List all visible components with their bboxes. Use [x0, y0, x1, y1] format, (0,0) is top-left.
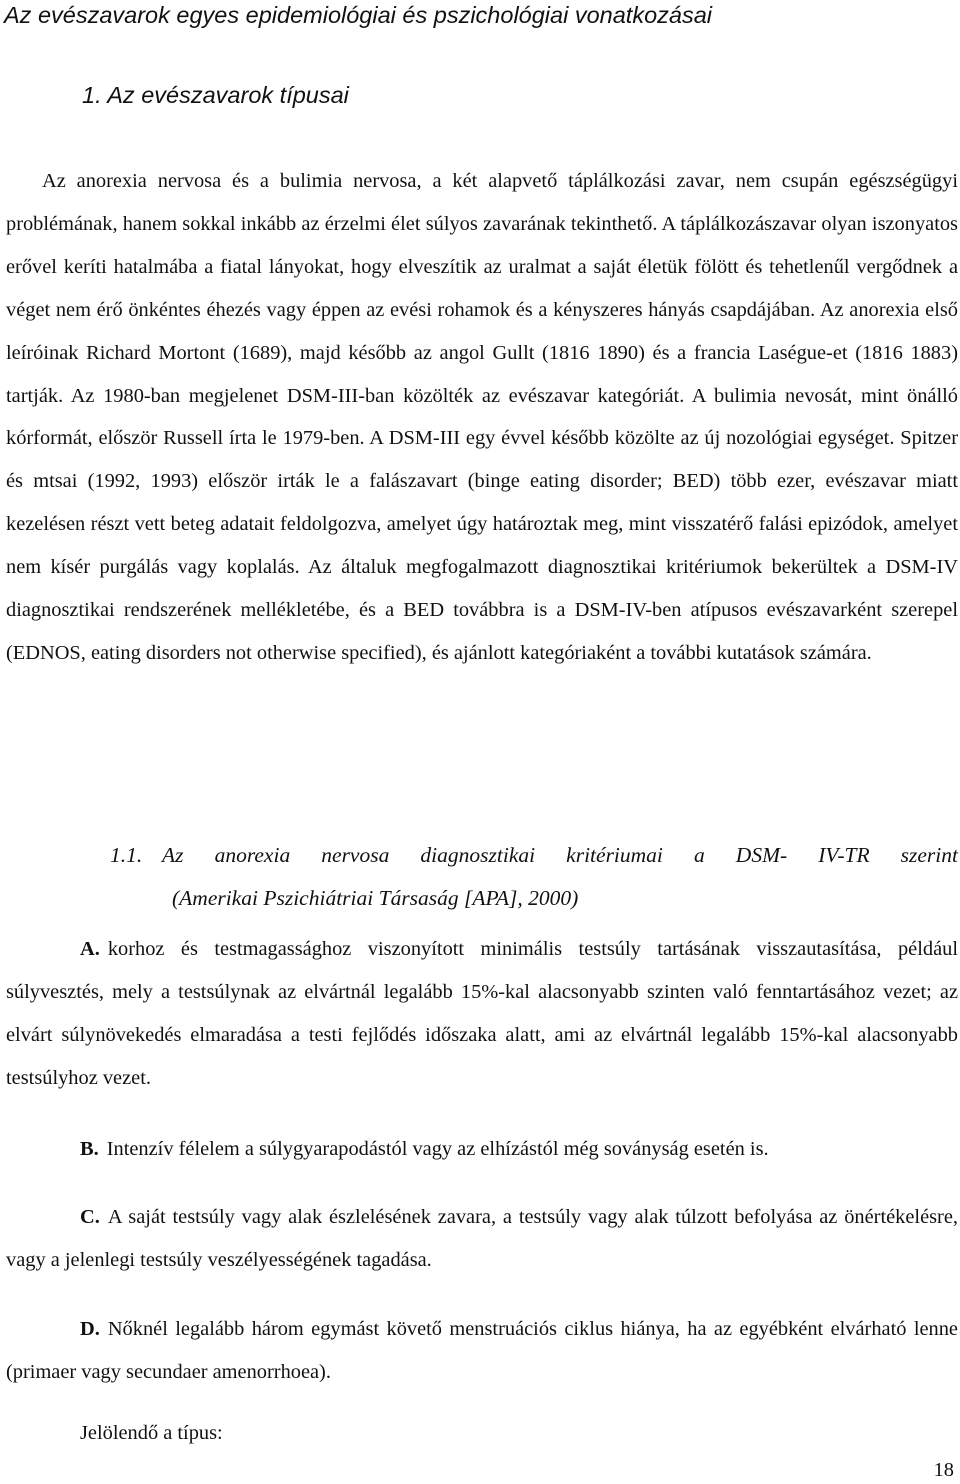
subsection-title-line1: Az anorexia nervosa diagnosztikai kritériumai a DSM- IV-TR szerint: [162, 843, 958, 867]
subsection-heading: [110, 834, 958, 920]
subsection-title-line2: (Amerikai Pszichiátriai Társaság [APA], 2000): [172, 886, 579, 910]
criterion-d: [6, 1308, 958, 1394]
type-label: Jelölendő a típus:: [80, 1422, 223, 1444]
criterion-text: Nőknél legalább három egymást követő menstruációs ciklus hiánya, ha az egyébként elvárható lenne (primaer vagy secundaer amenorrhoea).: [6, 1318, 958, 1383]
criterion-text: Intenzív félelem a súlygyarapodástól vagy az elhízástól még soványság esetén is.: [106, 1138, 769, 1160]
criterion-c: [6, 1196, 958, 1282]
criterion-letter: A.: [80, 938, 100, 960]
criterion-a: [6, 928, 958, 1100]
subsection-number: 1.1.: [110, 843, 143, 867]
criterion-b: [6, 1128, 958, 1171]
criterion-text: korhoz és testmagassághoz viszonyított minimális testsúly tartásának visszautasítása, például súlyvesztés, mely a testsúlynak az elvártnál legalább 15%-kal alacsonyabb szinten való fenntartásához vezet; az elvárt súlynövekedés elmaradása a testi fejlődés időszaka alatt, ami az elvártnál legalább 15%-kal alacsonyabb testsúlyhoz vezet.: [6, 938, 958, 1089]
criterion-letter: D.: [80, 1318, 100, 1340]
intro-paragraph: Az anorexia nervosa és a bulimia nervosa, a két alapvető táplálkozási zavar, nem csupán egészségügyi problémának, hanem sokkal inkább az érzelmi élet súlyos zavarának tekinthető. A táplálkozászavar olyan iszonyatos erővel keríti hatalmába a fiatal lányokat, hogy elveszítik az uralmat a saját életük fölött és tehetlenűl vergődnek a véget nem érő önkéntes éhezés vagy éppen az evési rohamok és a kényszeres hányás csapdájában. Az anorexia első leíróinak Richard Mortont (1689), majd később az angol Gullt (1816 1890) és a francia Laségue-et (1816 1883) tartják. Az 1980-ban megjelenet DSM-III-ban közölték az evészavar kategóriát. A bulimia nevosát, mint önálló kórformát, először Russell írta le 1979-ben. A DSM-III egy évvel később közölte az új nozológiai egységet. Spitzer és mtsai (1992, 1993) először irták le a falászavart (binge eating disorder; BED) több ezer, evészavar miatt kezelésen részt vett beteg adatait feldolgozva, amelyet úgy határoztak meg, mint visszatérő falási epizódok, amelyet nem kísér purgálás vagy koplalás. Az általuk megfogalmazott diagnosztikai kritériumok bekerültek a DSM-IV diagnosztikai rendszerének mellékletébe, és a BED továbbra is a DSM-IV-ben atípusos evészavarként szerepel (EDNOS, eating disorders not otherwise specified), és ajánlott kategóriaként a további kutatások számára.: [6, 170, 958, 664]
section-title: 1. Az evészavarok típusai: [82, 82, 349, 108]
document-header-title: Az evészavarok egyes epidemiológiai és pszichológiai vonatkozásai: [4, 2, 713, 28]
criterion-text: A saját testsúly vagy alak észlelésének zavara, a testsúly vagy alak túlzott befolyása az önértékelésre, vagy a jelenlegi testsúly veszélyességének tagadása.: [6, 1206, 958, 1271]
page-number: 18: [933, 1459, 954, 1481]
criterion-letter: B.: [80, 1138, 99, 1160]
criterion-letter: C.: [80, 1206, 100, 1228]
subsection-heading-line1: [110, 834, 958, 877]
